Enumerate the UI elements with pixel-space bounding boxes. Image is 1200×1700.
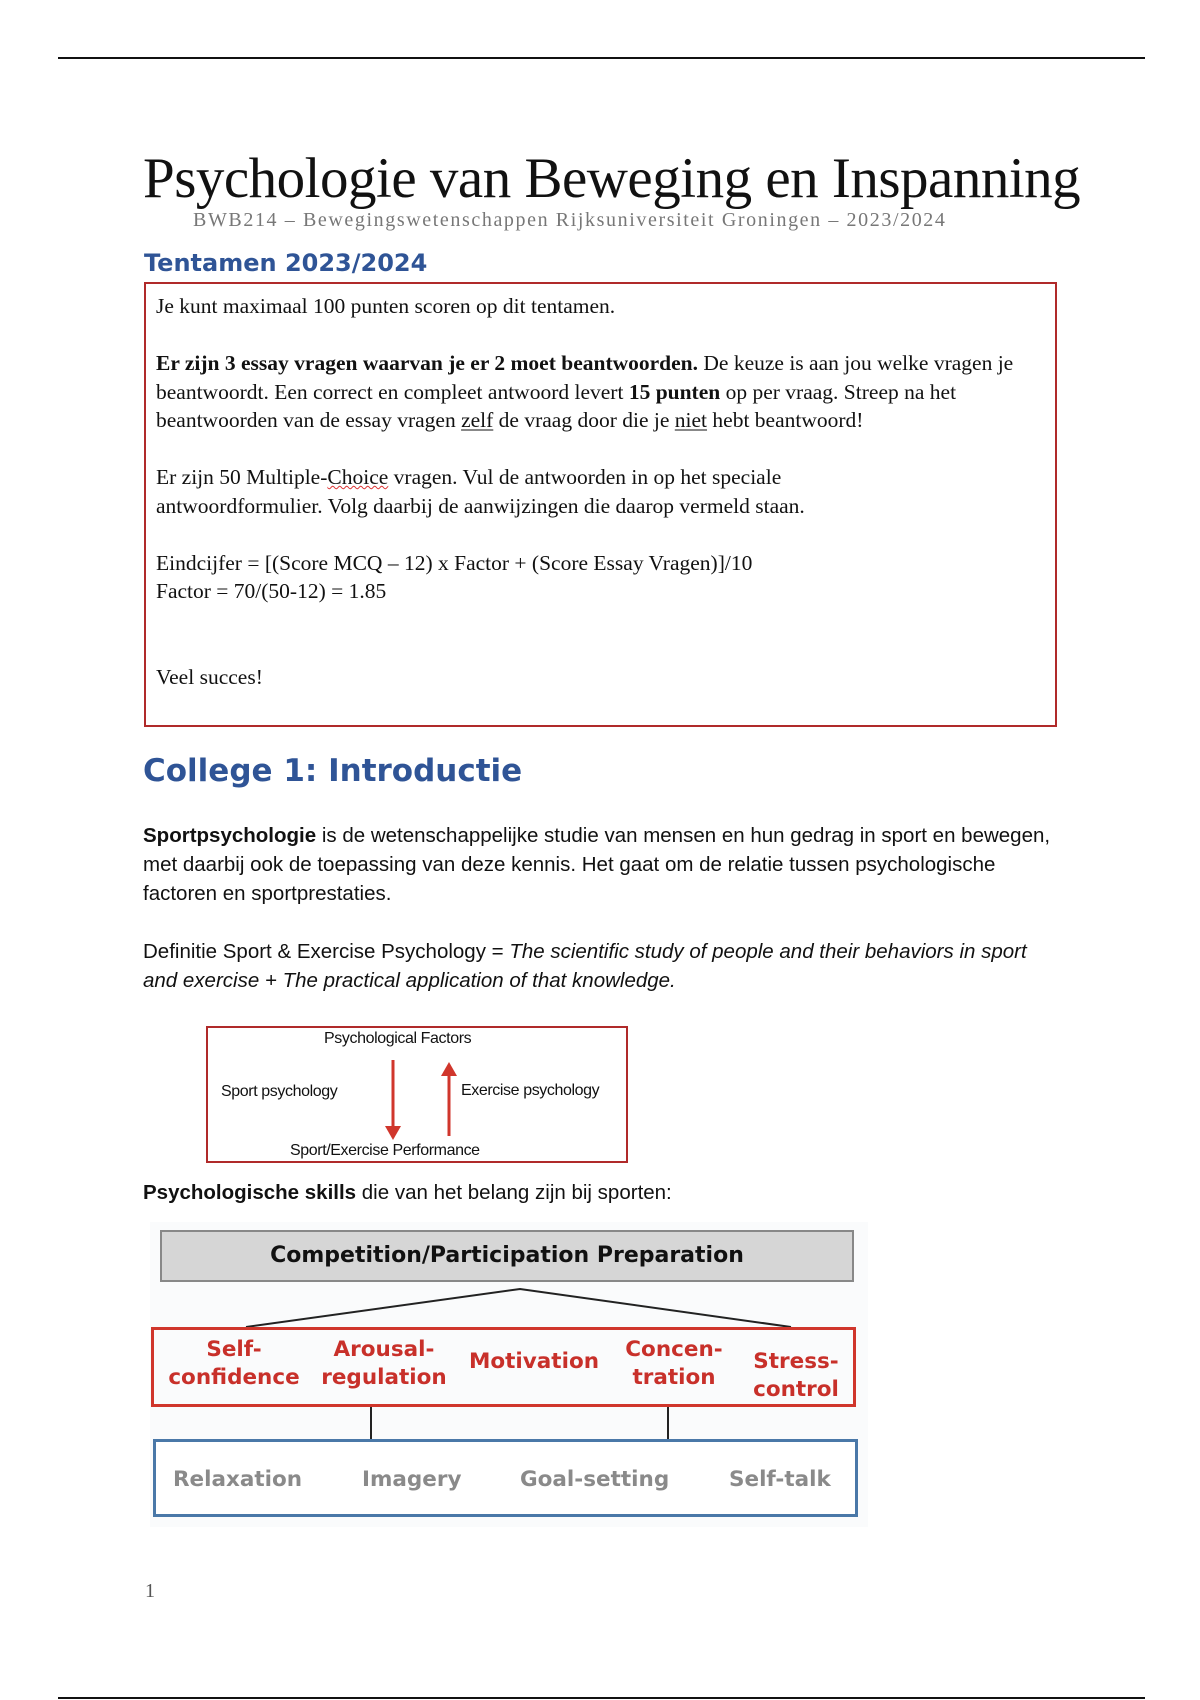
arrow-up-icon <box>441 1062 457 1136</box>
skills-intro <box>143 1178 1063 1207</box>
exam-heading: Tentamen 2023/2024 <box>144 249 428 277</box>
term-bold: Psychologische skills <box>143 1181 357 1204</box>
technique-self-talk: Self-talk <box>729 1467 831 1492</box>
page-number: 1 <box>145 1580 155 1602</box>
exam-paragraph-essay <box>156 349 1045 435</box>
skill-self-confidence: Self- confidence <box>168 1337 300 1390</box>
skills-box <box>151 1327 856 1407</box>
document-subtitle: BWB214 – Bewegingswetenschappen Rijksuniversiteit Groningen – 2023/2024 <box>193 209 947 231</box>
text: Choice <box>327 465 389 489</box>
term-bold: Sportpsychologie <box>143 824 317 847</box>
exam-instructions-box <box>144 282 1057 727</box>
definition-italic: The scientific study of people and their behaviors in sport and exercise + The practical application of that knowledge. <box>143 940 1027 992</box>
arrow-down-icon <box>385 1060 401 1140</box>
text: Er zijn 50 Multiple- <box>156 465 328 489</box>
technique-relaxation: Relaxation <box>173 1467 303 1492</box>
closing-text: Veel succes! <box>156 664 263 689</box>
essay-bold: Er zijn 3 essay vragen waarvan je er 2 moet beantwoorden. <box>156 351 699 375</box>
diagram-top-label: Psychological Factors <box>324 1030 472 1047</box>
arrows <box>208 1028 628 1163</box>
text: de vraag door die je <box>493 408 675 432</box>
sportpsychologie-paragraph <box>143 821 1063 908</box>
definition-paragraph <box>143 937 1063 995</box>
text: hebt beantwoord! <box>707 408 864 432</box>
techniques-box <box>153 1439 858 1517</box>
header-rule <box>58 57 1145 59</box>
preparation-box: Competition/Participation Preparation <box>160 1230 854 1282</box>
document-title: Psychologie van Beweging en Inspanning <box>143 147 1081 210</box>
sport-exercise-diagram <box>206 1026 628 1163</box>
technique-goal-setting: Goal-setting <box>520 1467 670 1492</box>
text: op per vraag. Streep na het beantwoorden van de essay vragen <box>156 379 957 432</box>
underlined-text: zelf <box>461 408 494 432</box>
psychological-skills-diagram <box>150 1222 868 1527</box>
underlined-text: niet <box>674 408 708 432</box>
skill-stress-control: Stress- control <box>753 1349 839 1402</box>
diagram-bottom-label: Sport/Exercise Performance <box>290 1142 480 1159</box>
text: Definitie Sport & Exercise Psychology = <box>143 940 510 963</box>
skill-concentration: Concen- tration <box>625 1337 723 1390</box>
diagram-right-label: Exercise psychology <box>461 1082 600 1099</box>
text: De keuze is aan jou welke vragen je beantwoordt. Een correct en compleet antwoord levert <box>156 351 1014 404</box>
college1-heading: College 1: Introductie <box>143 753 523 789</box>
text: is de wetenschappelijke studie van mensen en hun gedrag in sport en bewegen, met daarbij ook de toepassing van deze kennis. Het gaat om de relatie tussen psychologische factoren en sportprestaties. <box>143 824 1051 905</box>
technique-imagery: Imagery <box>362 1467 462 1492</box>
formula-factor: Factor = 70/(50-12) = 1.85 <box>156 579 387 603</box>
skill-motivation: Motivation <box>468 1349 600 1374</box>
exam-line-1: Je kunt maximaal 100 punten scoren op dit tentamen. <box>156 294 616 318</box>
text: die van het belang zijn bij sporten: <box>356 1181 672 1204</box>
skill-arousal-regulation: Arousal- regulation <box>321 1337 447 1390</box>
exam-paragraph-mcq <box>156 463 1045 520</box>
text: vragen. Vul de antwoorden in op het speciale antwoordformulier. Volg daarbij de aanwijzingen die daarop vermeld staan. <box>156 465 805 518</box>
footer-rule <box>58 1697 1145 1699</box>
formula-eindcijfer: Eindcijfer = [(Score MCQ – 12) x Factor + (Score Essay Vragen)]/10 <box>156 550 753 575</box>
points-bold: 15 punten <box>628 379 721 404</box>
diagram-left-label: Sport psychology <box>221 1083 338 1100</box>
